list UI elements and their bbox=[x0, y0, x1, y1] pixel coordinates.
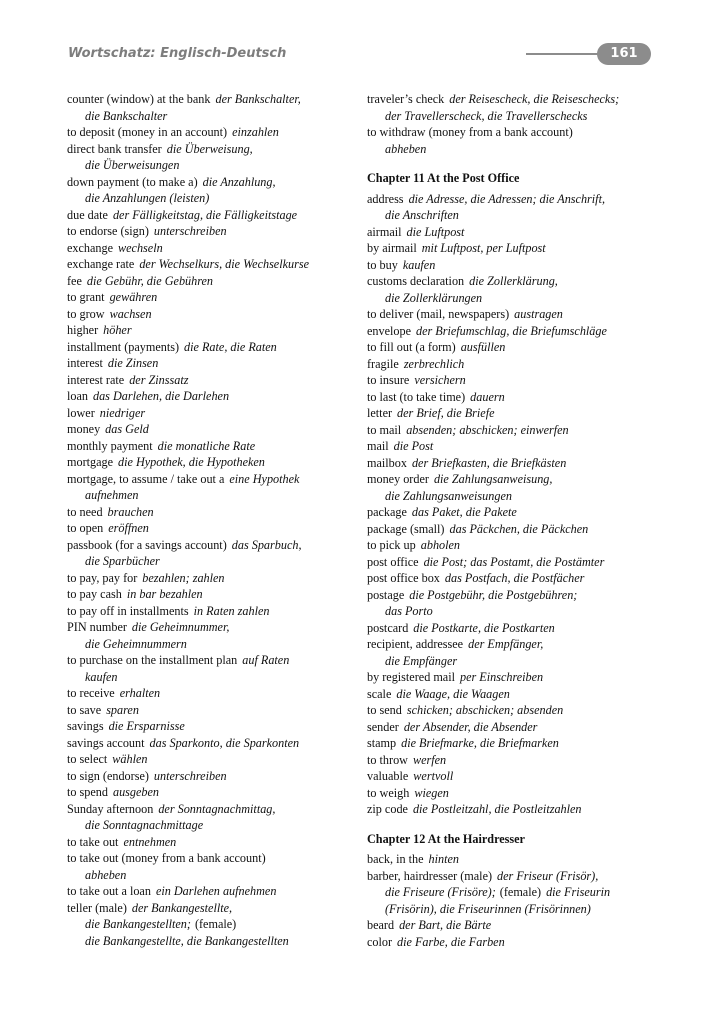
english-term: passbook (for a savings account) bbox=[67, 537, 227, 552]
german-translation: die Luftpost bbox=[406, 224, 465, 239]
vocab-entry bbox=[367, 191, 667, 224]
vocab-entry bbox=[67, 91, 357, 124]
english-term: to deliver (mail, newspapers) bbox=[367, 307, 510, 321]
vocab-entry bbox=[367, 768, 667, 785]
english-term: fragile bbox=[367, 356, 399, 371]
english-term: to save bbox=[67, 702, 102, 717]
english-term: interest rate bbox=[67, 372, 125, 387]
german-translation: hinten bbox=[428, 852, 459, 866]
english-term: package (small) bbox=[367, 521, 445, 536]
vocab-entry bbox=[67, 735, 357, 752]
vocab-entry bbox=[67, 504, 357, 521]
german-translation: die Überweisung, bbox=[166, 141, 253, 156]
vocab-entry bbox=[367, 372, 667, 389]
german-translation: der Fälligkeitstag, die Fälligkeitstage bbox=[112, 207, 298, 222]
vocab-entry bbox=[367, 405, 667, 422]
vocab-entry bbox=[67, 850, 357, 883]
vocab-entry bbox=[367, 521, 667, 538]
vocab-entry bbox=[367, 224, 667, 241]
english-term: mortgage bbox=[67, 455, 114, 469]
german-translation: einzahlen bbox=[232, 125, 279, 139]
vocab-entry bbox=[367, 257, 667, 274]
vocab-entry bbox=[67, 454, 357, 471]
german-translation: ein Darlehen aufnehmen bbox=[155, 884, 277, 898]
english-term: sender bbox=[367, 719, 399, 734]
german-translation: dauern bbox=[470, 389, 505, 404]
vocab-entry bbox=[67, 520, 357, 537]
left-column bbox=[67, 91, 357, 949]
vocab-entry bbox=[367, 339, 667, 356]
german-translation: schicken; abschicken; absenden bbox=[406, 703, 564, 717]
english-term: package bbox=[367, 505, 407, 519]
vocab-entry bbox=[367, 851, 667, 868]
german-translation: die Gebühr, die Gebühren bbox=[86, 273, 214, 288]
vocab-entry bbox=[367, 636, 667, 669]
english-term: to send bbox=[367, 703, 402, 717]
german-translation: das Geld bbox=[105, 422, 149, 436]
german-translation: der Friseur (Frisör), bbox=[497, 868, 599, 883]
german-translation: per Einschreiben bbox=[460, 670, 544, 684]
vocab-entry bbox=[367, 934, 667, 951]
vocab-list-chapter10 bbox=[67, 91, 357, 949]
german-translation: die Zinsen bbox=[107, 356, 159, 370]
english-term: exchange bbox=[67, 240, 114, 255]
english-term: loan bbox=[67, 389, 88, 403]
vocab-entry bbox=[67, 586, 357, 603]
german-translation: bezahlen; zahlen bbox=[142, 570, 225, 585]
vocab-entry bbox=[367, 620, 667, 637]
vocab-entry bbox=[367, 785, 667, 802]
english-term: mortgage, to assume / take out a bbox=[67, 471, 225, 486]
vocab-entry bbox=[367, 389, 667, 406]
vocab-entry bbox=[367, 273, 667, 306]
vocab-entry bbox=[367, 719, 667, 736]
german-translation: erhalten bbox=[119, 686, 161, 700]
english-term: valuable bbox=[367, 769, 409, 783]
german-translation-continued: kaufen bbox=[85, 669, 118, 684]
english-term: to endorse (sign) bbox=[67, 224, 149, 238]
vocab-entry bbox=[67, 900, 357, 950]
german-translation: in Raten zahlen bbox=[193, 603, 270, 618]
german-translation-continued: die Friseure (Frisöre); bbox=[385, 885, 496, 899]
english-term: to fill out (a form) bbox=[367, 340, 456, 354]
german-translation: absenden; abschicken; einwerfen bbox=[406, 422, 569, 437]
english-term: scale bbox=[367, 686, 392, 701]
vocab-entry bbox=[367, 868, 667, 918]
german-translation-continued: (Frisörin), die Friseurinnen (Frisörinnen) bbox=[385, 901, 591, 916]
vocab-entry bbox=[367, 471, 667, 504]
english-term: stamp bbox=[367, 736, 397, 750]
vocab-entry bbox=[67, 223, 357, 240]
english-term: to take out (money from a bank account) bbox=[67, 851, 266, 865]
english-term: letter bbox=[367, 406, 393, 420]
vocab-entry bbox=[367, 240, 667, 257]
english-term: address bbox=[367, 191, 404, 206]
german-translation-continued: die Bankangestellte, die Bankangestellten bbox=[85, 933, 289, 948]
german-translation-continued: die Empfänger bbox=[385, 653, 458, 668]
vocab-entry bbox=[367, 702, 667, 719]
german-translation-continued: die Bankschalter bbox=[85, 108, 168, 123]
vocab-entry bbox=[67, 256, 357, 273]
running-header-title: Wortschatz: Englisch-Deutsch bbox=[68, 46, 287, 61]
vocab-entry bbox=[67, 273, 357, 290]
german-translation-continued: der Travellerscheck, die Travellerschecks bbox=[385, 108, 588, 123]
vocab-entry bbox=[367, 422, 667, 439]
vocab-entry bbox=[367, 587, 667, 620]
german-translation: wertvoll bbox=[413, 769, 454, 783]
vocab-entry bbox=[67, 603, 357, 620]
german-translation: mit Luftpost, per Luftpost bbox=[421, 241, 546, 255]
english-term: monthly payment bbox=[67, 438, 153, 453]
german-translation: die Farbe, die Farben bbox=[397, 934, 505, 949]
german-translation-continued: die Friseurin bbox=[546, 885, 611, 899]
vocab-entry bbox=[367, 438, 667, 455]
german-translation-continued: abheben bbox=[385, 141, 427, 156]
german-translation: wachsen bbox=[109, 306, 152, 321]
vocab-entry bbox=[67, 834, 357, 851]
english-term: to last (to take time) bbox=[367, 389, 466, 404]
german-translation: höher bbox=[103, 323, 132, 337]
english-term: direct bank transfer bbox=[67, 141, 162, 156]
vocab-entry bbox=[367, 323, 667, 340]
vocab-entry bbox=[367, 537, 667, 554]
german-translation: die Ersparnisse bbox=[108, 719, 185, 733]
vocab-entry bbox=[367, 752, 667, 769]
vocab-entry bbox=[367, 570, 667, 587]
german-translation: sparen bbox=[106, 702, 139, 717]
german-translation: austragen bbox=[514, 307, 563, 321]
german-translation: der Reisescheck, die Reiseschecks; bbox=[449, 92, 620, 106]
vocab-entry bbox=[367, 356, 667, 373]
english-term: to throw bbox=[367, 752, 408, 767]
vocab-entry bbox=[67, 141, 357, 174]
vocab-list-chapter11 bbox=[367, 191, 667, 818]
gender-note: (female) bbox=[194, 917, 237, 931]
english-term: by airmail bbox=[367, 241, 417, 255]
vocab-entry bbox=[367, 735, 667, 752]
english-term: post office bbox=[367, 554, 419, 569]
english-term: customs declaration bbox=[367, 274, 465, 288]
gender-note: (female) bbox=[499, 885, 542, 899]
german-translation: ausgeben bbox=[112, 785, 159, 799]
german-translation: der Brief, die Briefe bbox=[397, 406, 495, 420]
german-translation: das Sparkonto, die Sparkonten bbox=[149, 735, 300, 750]
german-translation: das Päckchen, die Päckchen bbox=[449, 521, 589, 536]
vocab-entry bbox=[367, 91, 667, 124]
english-term: postage bbox=[367, 587, 405, 602]
german-translation-continued: aufnehmen bbox=[85, 488, 139, 502]
right-column bbox=[367, 91, 667, 950]
german-translation: ausfüllen bbox=[460, 340, 506, 354]
english-term: to insure bbox=[367, 373, 410, 387]
english-term: due date bbox=[67, 207, 108, 222]
german-translation: der Briefkasten, die Briefkästen bbox=[411, 455, 567, 470]
english-term: to pick up bbox=[367, 538, 416, 552]
english-term: higher bbox=[67, 323, 99, 337]
english-term: installment (payments) bbox=[67, 339, 180, 354]
vocab-list-chapter12 bbox=[367, 851, 667, 950]
german-translation: der Empfänger, bbox=[468, 637, 544, 651]
vocab-entry bbox=[67, 685, 357, 702]
vocab-entry bbox=[67, 388, 357, 405]
english-term: envelope bbox=[367, 323, 411, 338]
english-term: PIN number bbox=[67, 620, 127, 634]
english-term: savings bbox=[67, 719, 104, 733]
english-term: to grant bbox=[67, 290, 105, 304]
english-term: back, in the bbox=[367, 852, 424, 866]
english-term: to weigh bbox=[367, 785, 410, 800]
english-term: teller (male) bbox=[67, 900, 127, 915]
german-translation: der Wechselkurs, die Wechselkurse bbox=[139, 257, 310, 271]
english-term: to take out bbox=[67, 834, 119, 849]
vocab-entry bbox=[67, 652, 357, 685]
german-translation: wählen bbox=[112, 752, 148, 766]
german-translation: kaufen bbox=[402, 257, 436, 272]
english-term: to spend bbox=[67, 785, 108, 799]
english-term: to deposit (money in an account) bbox=[67, 125, 228, 139]
english-term: color bbox=[367, 934, 393, 949]
english-term: counter (window) at the bank bbox=[67, 92, 211, 106]
vocab-entry bbox=[67, 306, 357, 323]
german-translation: die Zahlungsanweisung, bbox=[433, 472, 553, 486]
vocab-entry bbox=[67, 207, 357, 224]
german-translation: der Bankangestellte, bbox=[131, 900, 233, 915]
english-term: mailbox bbox=[367, 455, 407, 470]
english-term: to open bbox=[67, 521, 104, 535]
german-translation-continued: die Sonntagnachmittage bbox=[85, 818, 204, 832]
vocab-entry bbox=[67, 355, 357, 372]
german-translation: die Postkarte, die Postkarten bbox=[413, 620, 555, 635]
german-translation: wechseln bbox=[118, 240, 163, 255]
english-term: savings account bbox=[67, 735, 145, 750]
english-term: interest bbox=[67, 356, 103, 370]
german-translation-continued: die Sparbücher bbox=[85, 554, 160, 568]
german-translation: der Bart, die Bärte bbox=[399, 918, 492, 932]
german-translation-continued: das Porto bbox=[385, 604, 433, 618]
vocab-entry bbox=[67, 784, 357, 801]
english-term: to pay, pay for bbox=[67, 570, 138, 585]
german-translation: die Zollerklärung, bbox=[469, 274, 558, 288]
vocab-entry bbox=[67, 438, 357, 455]
vocab-entry bbox=[367, 686, 667, 703]
english-term: to receive bbox=[67, 686, 115, 700]
vocab-entry bbox=[67, 702, 357, 719]
english-term: to pay cash bbox=[67, 587, 122, 601]
english-term: Sunday afternoon bbox=[67, 801, 154, 816]
german-translation: in bar bezahlen bbox=[126, 587, 203, 601]
german-translation: die Post bbox=[393, 439, 434, 453]
english-term: to need bbox=[67, 504, 103, 519]
vocab-entry bbox=[67, 322, 357, 339]
german-translation: gewähren bbox=[109, 290, 158, 304]
english-term: to withdraw (money from a bank account) bbox=[367, 125, 573, 139]
german-translation: die Post; das Postamt, die Postämter bbox=[423, 554, 605, 569]
german-translation-continued: die Anzahlungen (leisten) bbox=[85, 191, 210, 205]
english-term: recipient, addressee bbox=[367, 637, 464, 651]
german-translation: die monatliche Rate bbox=[157, 438, 256, 453]
vocab-entry bbox=[367, 504, 667, 521]
vocab-entry bbox=[367, 455, 667, 472]
german-translation-continued: die Zollerklärungen bbox=[385, 290, 483, 305]
german-translation: der Bankschalter, bbox=[215, 92, 301, 106]
vocab-list-chapter10-continued bbox=[367, 91, 667, 157]
english-term: mail bbox=[367, 439, 389, 453]
german-translation: die Briefmarke, die Briefmarken bbox=[401, 736, 559, 750]
english-term: down payment (to make a) bbox=[67, 174, 198, 189]
vocab-entry bbox=[67, 421, 357, 438]
english-term: barber, hairdresser (male) bbox=[367, 868, 493, 883]
german-translation: die Anzahlung, bbox=[202, 174, 276, 189]
vocab-entry bbox=[367, 801, 667, 818]
german-translation: eine Hypothek bbox=[229, 471, 300, 486]
page-number-badge: 161 bbox=[597, 43, 651, 65]
german-translation: der Sonntagnachmittag, bbox=[158, 801, 276, 816]
english-term: postcard bbox=[367, 620, 409, 635]
german-translation: auf Raten bbox=[242, 653, 290, 667]
english-term: airmail bbox=[367, 224, 402, 239]
german-translation: brauchen bbox=[107, 504, 154, 519]
vocab-entry bbox=[67, 289, 357, 306]
english-term: post office box bbox=[367, 571, 440, 585]
german-translation: das Paket, die Pakete bbox=[411, 505, 517, 519]
german-translation: das Postfach, die Postfächer bbox=[444, 571, 585, 585]
german-translation: die Adresse, die Adressen; die Anschrift, bbox=[408, 191, 606, 206]
english-term: money order bbox=[367, 472, 429, 486]
english-term: zip code bbox=[367, 802, 408, 816]
vocab-entry bbox=[67, 240, 357, 257]
german-translation-continued: die Geheimnummern bbox=[85, 636, 187, 651]
english-term: to purchase on the installment plan bbox=[67, 653, 238, 667]
german-translation: das Sparbuch, bbox=[231, 537, 302, 552]
vocab-entry bbox=[367, 124, 667, 157]
vocab-entry bbox=[67, 801, 357, 834]
vocab-entry bbox=[367, 554, 667, 571]
german-translation: die Hypothek, die Hypotheken bbox=[118, 455, 265, 469]
german-translation: die Postgebühr, die Postgebühren; bbox=[409, 587, 578, 602]
german-translation: unterschreiben bbox=[153, 224, 227, 238]
german-translation: der Zinssatz bbox=[129, 372, 189, 387]
german-translation: der Absender, die Absender bbox=[403, 719, 538, 734]
header-rule bbox=[526, 53, 606, 55]
vocab-entry bbox=[67, 768, 357, 785]
vocab-entry bbox=[67, 372, 357, 389]
german-translation: niedriger bbox=[99, 405, 146, 420]
english-term: fee bbox=[67, 273, 82, 288]
english-term: money bbox=[67, 422, 101, 436]
english-term: to pay off in installments bbox=[67, 603, 189, 618]
vocab-entry bbox=[67, 124, 357, 141]
english-term: to take out a loan bbox=[67, 884, 151, 898]
vocab-entry bbox=[67, 619, 357, 652]
english-term: to select bbox=[67, 752, 108, 766]
vocab-entry bbox=[67, 883, 357, 900]
german-translation: wiegen bbox=[414, 785, 449, 800]
chapter-11-heading: Chapter 11 At the Post Office bbox=[367, 171, 520, 185]
vocab-entry bbox=[67, 471, 357, 504]
vocab-entry bbox=[67, 405, 357, 422]
vocab-entry bbox=[67, 174, 357, 207]
vocab-entry bbox=[67, 537, 357, 570]
english-term: lower bbox=[67, 405, 95, 420]
vocab-entry bbox=[367, 917, 667, 934]
chapter-12-heading: Chapter 12 At the Hairdresser bbox=[367, 831, 525, 846]
german-translation: die Geheimnummer, bbox=[131, 620, 230, 634]
german-translation: abholen bbox=[420, 538, 461, 552]
english-term: to mail bbox=[367, 422, 402, 437]
german-translation: unterschreiben bbox=[153, 768, 227, 783]
german-translation: zerbrechlich bbox=[403, 356, 465, 371]
vocab-entry bbox=[67, 751, 357, 768]
german-translation-continued: abheben bbox=[85, 867, 127, 882]
german-translation: entnehmen bbox=[123, 834, 177, 849]
vocab-entry bbox=[67, 718, 357, 735]
english-term: to buy bbox=[367, 257, 398, 272]
german-translation: die Rate, die Raten bbox=[184, 339, 277, 354]
english-term: traveler’s check bbox=[367, 92, 445, 106]
german-translation-continued: die Anschriften bbox=[385, 208, 459, 222]
english-term: beard bbox=[367, 918, 395, 932]
german-translation: der Briefumschlag, die Briefumschläge bbox=[416, 323, 607, 338]
vocab-entry bbox=[67, 339, 357, 356]
vocab-entry bbox=[67, 570, 357, 587]
english-term: exchange rate bbox=[67, 257, 135, 271]
vocab-entry bbox=[367, 669, 667, 686]
german-translation: werfen bbox=[412, 752, 447, 767]
german-translation: die Waage, die Waagen bbox=[396, 686, 510, 701]
german-translation: die Postleitzahl, die Postleitzahlen bbox=[412, 802, 582, 816]
german-translation-continued: die Überweisungen bbox=[85, 158, 180, 172]
vocab-entry bbox=[367, 306, 667, 323]
german-translation-continued: die Zahlungsanweisungen bbox=[385, 488, 512, 503]
german-translation: eröffnen bbox=[108, 521, 149, 535]
german-translation: das Darlehen, die Darlehen bbox=[92, 389, 230, 403]
german-translation-continued: die Bankangestellten; bbox=[85, 917, 191, 931]
english-term: by registered mail bbox=[367, 670, 455, 684]
english-term: to grow bbox=[67, 306, 105, 321]
english-term: to sign (endorse) bbox=[67, 768, 149, 783]
german-translation: versichern bbox=[414, 373, 466, 387]
